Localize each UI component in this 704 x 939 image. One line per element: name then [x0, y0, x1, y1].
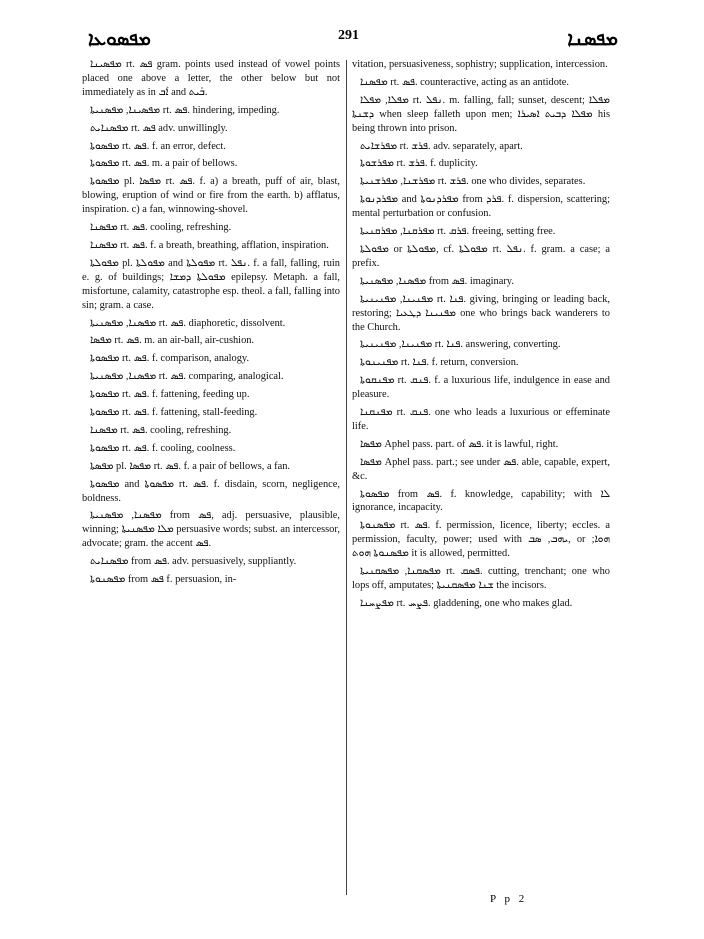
dictionary-entry: ܡܦܣܢܐ, ܡܦܣܢܝܬܐ rt. ܦܣ. comparing, analogical. — [90, 371, 284, 383]
dictionary-entry: ܡܦܣܢܐܝܬ from ܦܣ. adv. persuasively, suppliantly. — [90, 556, 297, 568]
signature-mark: P p 2 — [490, 893, 528, 905]
dictionary-entry: ܡܦܘܠܬܐ or ܡܦܘܠܬܐ, cf. ܡܦܘܠܬܐ rt. ܢܦܠ. f. gram. a case; a prefix. — [352, 243, 610, 269]
dictionary-entry: ܡܦܪܫܢܐ, ܡܦܪܫܢܝܬܐ rt. ܦܪܫ. one who divides, separates. — [360, 176, 586, 188]
dictionary-entry: ܡܦܣܘܬܐ rt. ܦܣ. m. a pair of bellows. — [90, 158, 238, 170]
dictionary-entry: ܡܦܪܫܐܝܬ rt. ܦܪܫ. adv. separately, apart. — [360, 140, 523, 152]
dictionary-entry: ܡܦܣܬܐ pl. ܡܦܣܐ rt. ܦܣ. f. a pair of bellows, a fan. — [90, 460, 291, 472]
column-divider — [346, 60, 347, 895]
dictionary-entry: ܡܦܣܘܬܐ rt. ܦܣ. f. cooling, coolness. — [90, 442, 236, 454]
dictionary-entry: ܡܦܣܘܬܐ rt. ܦܣ. f. fattening, stall-feeding. — [90, 407, 258, 419]
dictionary-entry: ܡܦܣܘܬܐ rt. ܦܣ. f. an error, defect. — [90, 140, 226, 152]
dictionary-entry: ܡܦܣܘܬܐ rt. ܦܣ. f. comparison, analogy. — [90, 353, 250, 365]
dictionary-entry: ܡܦܣܢܐ, ܡܦܣܢܝܬܐ from ܦܣ. imaginary. — [360, 275, 514, 287]
dictionary-entry: ܡܦܣܢܘܬܐ from ܦܣ f. persuasion, in- — [90, 574, 237, 586]
dictionary-entry: ܡܦܢܩܢܐ rt. ܦܢܩ. one who leads a luxurious or effeminate life. — [352, 407, 611, 432]
dictionary-entry: ܡܦܣܐ Aphel pass. part. of ܦܣ. it is lawful, right. — [360, 438, 559, 450]
dictionary-entry: ܡܦܣܐ Aphel pass. part.; see under ܦܣ. able, capable, expert, &c. — [352, 456, 610, 482]
dictionary-entry: ܡܦܣܢܐܝܬ rt. ܦܣ adv. unwillingly. — [90, 122, 228, 134]
dictionary-entry: ܡܦܣܝܢܐ, ܡܦܣܢܝܬܐ rt. ܦܣ. hindering, impeding. — [90, 104, 280, 116]
dictionary-entry: ܡܦܣܘܬܐ rt. ܦܣ. f. fattening, feeding up. — [90, 389, 250, 401]
dictionary-entry: ܡܦܣܘܬܐ and ܡܦܣܘܬܐ rt. ܦܣ. f. disdain, scorn, negligence, boldness. — [82, 478, 341, 504]
dictionary-entry: ܡܦܣܐ rt. ܦܣ. m. an air-ball, air-cushion. — [90, 335, 255, 347]
dictionary-entry: ܡܦܪܫܘܬܐ rt. ܦܪܫ. f. duplicity. — [360, 158, 478, 170]
dictionary-entry: ܡܦܪܕܢܘܬܐ and ܡܦܪܕܢܘܬܐ from ܦܪܕ. f. dispersion, scattering; mental perturbation or confusion. — [352, 194, 610, 220]
running-head-right: ܡܦܣܢܐ — [567, 28, 618, 50]
dictionary-entry: ܡܦܣܢܐ rt. ܦܣ. cooling, refreshing. — [90, 424, 232, 436]
right-column — [352, 58, 610, 615]
dictionary-entry: ܡܦܣܘܬܐ pl. ܡܦܣܐ rt. ܦܣ. f. a) a breath, puff of air, blast, blowing, eruption of wind or fire from the earth. b) afflatus, inspiration. c) a fan, winnowing-shovel. — [82, 176, 340, 216]
page-number: 291 — [338, 28, 359, 43]
dictionary-entry: ܡܦܣܘܬܐ from ܦܣ. f. knowledge, capability; with ܠܐ ignorance, incapacity. — [352, 488, 610, 514]
left-column — [82, 58, 340, 591]
running-head-left: ܡܦܣܘܥܐ — [88, 28, 151, 50]
dictionary-entry: ܡܦܢܝܢܐ, ܡܦܢܝܢܝܬܐ rt. ܦܢܐ. answering, converting. — [360, 339, 561, 351]
dictionary-entry: ܡܦܘܠܬܐ pl. ܡܦܘܠܬܐ and ܡܦܘܠܬܐ rt. ܢܦܠ. f. a fall, falling, ruin e. g. of buildings; ܡܦܘܠܬܐ ܕܡܫܐ epilepsy. Metaph. a fall, misfortune, calamity, catastrophe esp. theol. a fall, falling into sin; gram. a case. — [82, 257, 340, 311]
dictionary-entry: ܡܦܣܝܢܐ rt. ܦܣ gram. points used instead of vowel points placed one above a letter, the other below but not immediately as in ܐܰܒ and ܒܰܝܬ. — [82, 59, 340, 98]
dictionary-entry: ܡܦܢܩܘܬܐ rt. ܦܢܩ. f. a luxurious life, indulgence in ease and pleasure. — [352, 375, 611, 401]
dictionary-entry: ܡܦܪܩܢܐ, ܡܦܪܩܢܝܬܐ rt. ܦܪܩ. freeing, setting free. — [360, 226, 556, 238]
dictionary-entry: ܡܦܣܢܐ rt. ܦܣ. f. a breath, breathing, afflation, inspiration. — [90, 239, 329, 251]
dictionary-entry: ܡܦܢܝܢܘܬܐ rt. ܦܢܐ. f. return, conversion. — [360, 357, 519, 369]
dictionary-entry: ܡܦܠܐ, ܡܦܠܐ rt. ܢܦܠ. m. falling, fall; sunset, descent; ܡܦܠܐ ܕܫܢܬܐ when sleep falleth upon men; ܡܦܠܐ ܕܒܝܬ ܐܣܝܪܐ his being thrown into prison. — [352, 94, 610, 134]
dictionary-entry: ܡܦܨܚܢܐ rt. ܦܨܚ. gladdening, one who makes glad. — [360, 597, 573, 609]
dictionary-entry: ܡܦܢܝܢܐ, ܡܦܢܝܢܝܬܐ rt. ܦܢܐ. giving, bringing or leading back, restoring; ܡܦܢܝܢܐ ܕܛܥܝܐ one who brings back wanderers to the Church. — [352, 293, 611, 333]
page-header — [88, 26, 618, 52]
dictionary-entry: ܡܦܣܢܐ rt. ܦܣ. counteractive, acting as an antidote. — [360, 76, 570, 88]
dictionary-entry: ܡܦܣܢܘܬܐ rt. ܦܣ. f. permission, licence, liberty; eccles. a permission, faculty, power; used with ܝܗܒ, ܣܒ, or ܗܘܐ; ܡܦܣܢܘܬܐ ܗܘܬ it is allowed, permitted. — [352, 520, 610, 560]
dictionary-entry: ܡܦܣܢܐ, ܡܦܣܢܝܬܐ rt. ܦܣ. diaphoretic, dissolvent. — [90, 317, 286, 329]
dictionary-entry: ܡܦܣܩܢܐ, ܡܦܣܩܢܝܬܐ rt. ܦܣܩ. cutting, trenchant; one who lops off, amputates; ܫܢܐ ܡܦܣܩܢܝܬܐ the incisors. — [352, 566, 610, 591]
dictionary-entry: ܡܦܣܢܐ rt. ܦܣ. cooling, refreshing. — [90, 222, 232, 234]
dictionary-entry-continuation: vitation, persuasiveness, sophistry; supplication, intercession. — [352, 59, 608, 70]
dictionary-entry: ܡܦܣܢܐ, ܡܦܣܢܝܬܐ from ܦܣ, adj. persuasive, plausible, winning; ܡܠܐ ܡܦܣܢܝܬܐ persuasive words; subst. an intercessor, advocate; gram. the accent ܦܣ. — [82, 510, 341, 550]
